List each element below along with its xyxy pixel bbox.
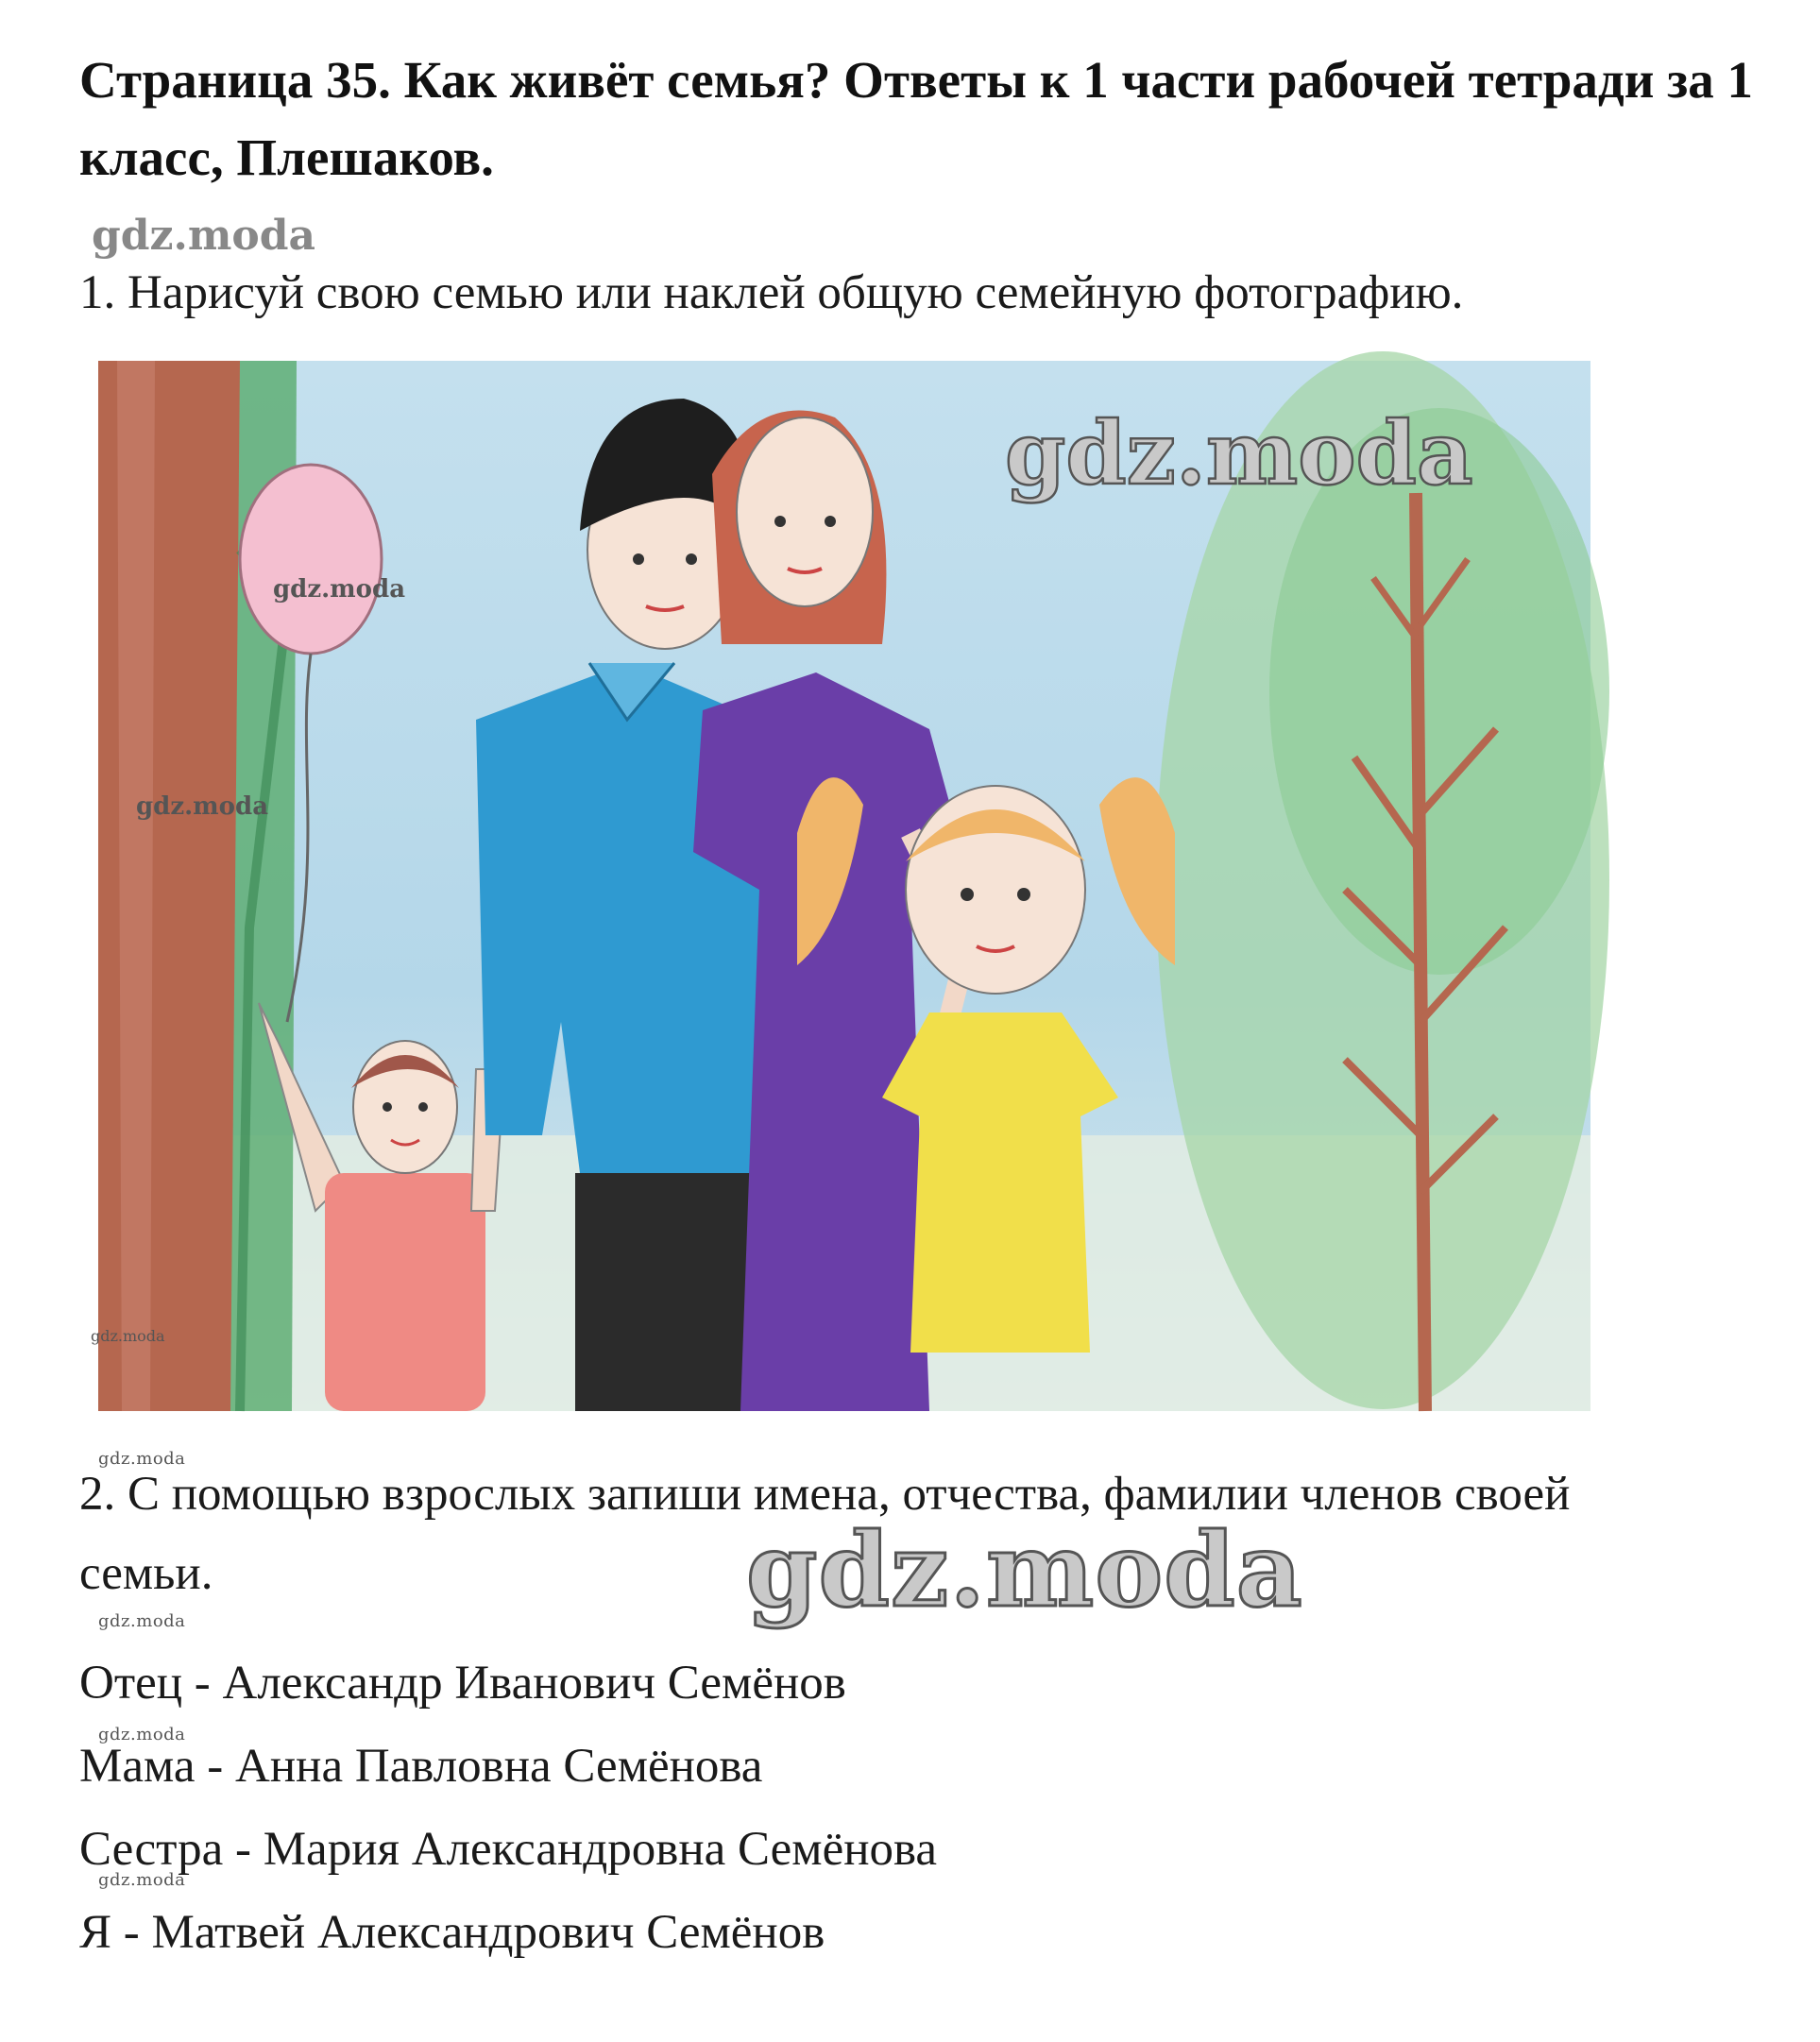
- watermark-large: gdz.moda: [746, 1511, 1303, 1630]
- task-2-text: 2. С помощью взрослых запиши имена, отчества, фамилии членов своей семьи.: [79, 1468, 1571, 1600]
- answer-me: Я - Матвей Александрович Семёнов: [79, 1906, 825, 1959]
- answer-sister: Сестра - Мария Александровна Семёнова: [79, 1823, 938, 1876]
- watermark: gdz.moda: [98, 1449, 186, 1469]
- watermark: gdz.moda: [98, 1611, 186, 1631]
- answer-mother: Мама - Анна Павловна Семёнова: [79, 1740, 763, 1793]
- right-tree: [1156, 351, 1609, 1411]
- page-title: Страница 35. Как живёт семья? Ответы к 1 части рабочей тетради за 1 класс, Плешаков.: [79, 51, 1754, 186]
- watermark-large-drawing: gdz.moda: [1005, 402, 1473, 504]
- task-1-text: 1. Нарисуй свою семью или наклей общую семейную фотографию.: [79, 266, 1464, 319]
- family-drawing: [91, 361, 1590, 1411]
- answer-father: Отец - Александр Иванович Семёнов: [79, 1657, 846, 1710]
- watermark: gdz.moda: [98, 1725, 186, 1744]
- watermark: gdz.moda: [92, 212, 316, 260]
- watermark-balloon: gdz.moda: [273, 575, 406, 604]
- watermark-left: gdz.moda: [136, 792, 269, 821]
- watermark: gdz.moda: [98, 1870, 186, 1890]
- watermark-bottom: gdz.moda: [91, 1327, 165, 1345]
